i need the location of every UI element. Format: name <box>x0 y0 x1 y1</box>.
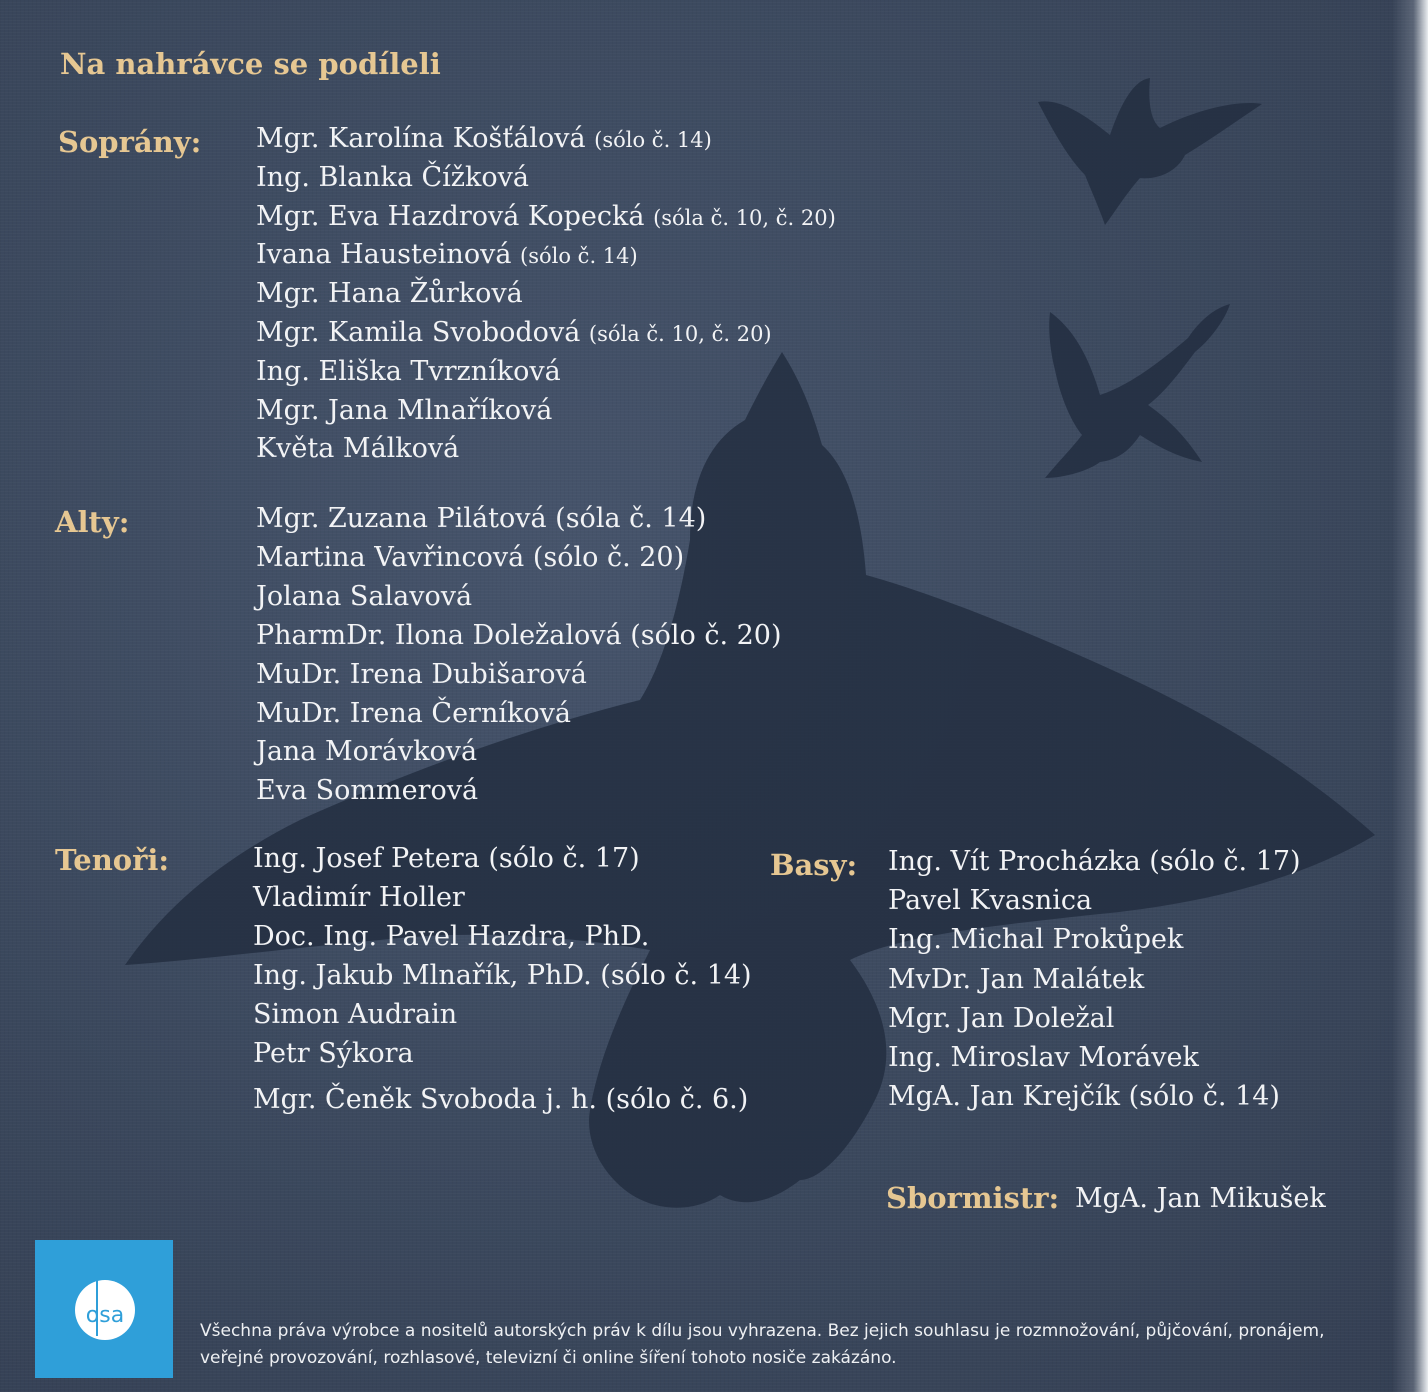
member-name: Květa Málková <box>256 433 460 465</box>
member-basy <box>888 924 1183 955</box>
member-soprany <box>256 162 529 193</box>
member-tenori <box>253 1084 748 1115</box>
member-soprany <box>256 433 459 464</box>
member-solo-note: (sólo č. 14) <box>520 244 638 269</box>
member-solo-note: (sóla č. 10, č. 20) <box>588 322 772 346</box>
member-name: MgA. Jan Krejčík <box>888 1081 1121 1113</box>
page-title: Na nahrávce se podíleli <box>60 47 441 81</box>
member-name: Mgr. Zuzana Pilátová <box>256 503 547 534</box>
member-alty <box>256 581 472 612</box>
member-soprany <box>256 395 552 426</box>
member-solo-note: (sólo č. 20) <box>630 619 782 651</box>
member-name: PharmDr. Ilona Doležalová <box>256 619 622 651</box>
small-bird-silhouette-2 <box>1045 304 1230 478</box>
member-soprany <box>256 201 836 232</box>
member-name: Pavel Kvasnica <box>888 885 1093 917</box>
member-name: Petr Sýkora <box>253 1037 414 1069</box>
member-tenori <box>253 1038 414 1069</box>
member-name: Ing. Jakub Mlnařík, PhD. <box>253 959 592 991</box>
member-tenori <box>253 999 457 1030</box>
member-name: Mgr. Eva Hazdrová Kopecká <box>256 200 645 232</box>
member-name: Ing. Vít Procházka <box>888 846 1141 877</box>
member-soprany <box>256 123 712 154</box>
member-solo-note: (sólo č. 14) <box>600 959 752 991</box>
member-name: Martina Vavřincová <box>256 541 525 573</box>
member-name: MuDr. Irena Černíková <box>256 697 571 729</box>
member-basy <box>888 846 1301 877</box>
conductor-name: MgA. Jan Mikušek <box>1075 1183 1326 1214</box>
member-name: Doc. Ing. Pavel Hazdra, PhD. <box>253 920 650 952</box>
member-alty <box>256 620 782 651</box>
member-basy <box>888 1081 1280 1112</box>
member-alty <box>256 698 571 729</box>
member-solo-note: (sólo č. 17) <box>1149 846 1301 877</box>
member-solo-note: (sólo č. 20) <box>532 541 685 573</box>
member-basy <box>888 885 1092 916</box>
member-name: Ing. Eliška Tvrzníková <box>256 355 561 387</box>
member-name: MuDr. Irena Dubišarová <box>256 658 587 690</box>
member-name: Simon Audrain <box>253 998 458 1030</box>
member-basy <box>888 1003 1114 1034</box>
member-alty <box>256 736 477 767</box>
member-alty <box>256 659 587 690</box>
member-name: Ing. Michal Prokůpek <box>888 924 1184 956</box>
member-tenori <box>253 882 465 913</box>
member-soprany <box>256 356 561 387</box>
member-solo-note: (sólo č. 14) <box>1128 1081 1280 1113</box>
section-label-soprany: Soprány: <box>58 125 202 159</box>
member-soprany <box>256 278 523 309</box>
member-name: Ivana Hausteinová <box>256 239 512 271</box>
member-solo-note: (sólo č. 14) <box>594 128 712 152</box>
member-tenori <box>253 843 640 874</box>
member-solo-note: (sóla č. 14) <box>555 503 707 534</box>
member-name: Jolana Salavová <box>256 580 473 612</box>
section-label-alty: Alty: <box>55 505 130 539</box>
member-name: Mgr. Kamila Svobodová <box>256 317 581 348</box>
member-soprany <box>256 317 772 348</box>
member-name: Mgr. Čeněk Svoboda j. h. <box>253 1084 597 1116</box>
section-label-basy: Basy: <box>770 848 858 882</box>
member-name: Mgr. Karolína Košťálová <box>256 123 586 154</box>
member-tenori <box>253 960 752 991</box>
member-soprany <box>256 239 638 270</box>
member-name: Vladimír Holler <box>253 881 465 913</box>
member-name: MvDr. Jan Malátek <box>888 963 1145 995</box>
scan-edge <box>1392 0 1428 1392</box>
member-solo-note: (sóla č. 10, č. 20) <box>653 205 836 230</box>
member-name: Eva Sommerová <box>256 775 479 807</box>
member-basy <box>888 964 1144 995</box>
member-alty <box>256 542 684 573</box>
osa-logo-icon <box>35 1240 173 1378</box>
conductor-label: Sbormistr: <box>886 1181 1060 1215</box>
small-bird-silhouette <box>1038 78 1262 225</box>
section-label-tenori: Tenoři: <box>55 843 170 877</box>
member-solo-note: (sólo č. 6.) <box>605 1084 749 1116</box>
member-name: Ing. Blanka Čížková <box>256 161 529 193</box>
member-basy <box>888 1042 1199 1073</box>
member-alty <box>256 503 706 534</box>
member-name: Jana Morávková <box>256 736 478 768</box>
copyright-notice: Všechna práva výrobce a nositelů autorských práv k dílu jsou vyhrazena. Bez jejich souhlasu je rozmnožování, půjčování, pronájem, veřejné provozování, rozhlasové, televizní či online šíření tohoto nosiče zakázáno. <box>200 1321 1325 1368</box>
member-name: Mgr. Jana Mlnaříková <box>256 394 553 426</box>
member-name: Mgr. Hana Žůrková <box>256 278 523 310</box>
osa-logo-text: osa <box>85 1303 125 1328</box>
member-name: Ing. Josef Petera <box>253 843 480 874</box>
member-tenori <box>253 921 649 952</box>
member-name: Mgr. Jan Doležal <box>888 1002 1115 1034</box>
member-name: Ing. Miroslav Morávek <box>888 1042 1199 1073</box>
member-alty <box>256 775 478 806</box>
osa-logo <box>35 1240 173 1378</box>
member-solo-note: (sólo č. 17) <box>488 843 640 874</box>
